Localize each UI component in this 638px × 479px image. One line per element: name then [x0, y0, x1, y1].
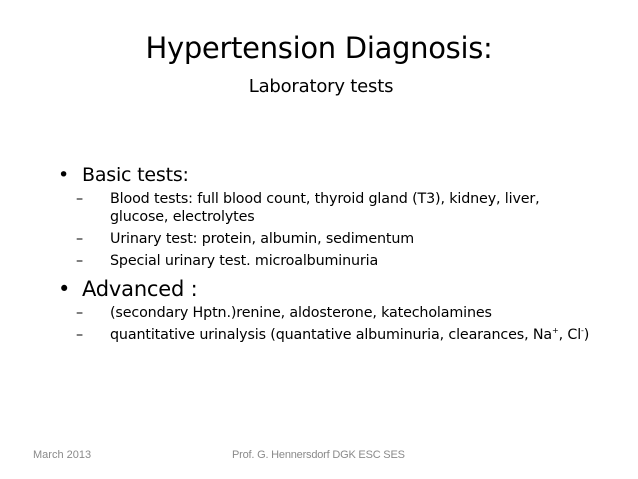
- list-item: [76, 230, 598, 248]
- list-item: [76, 304, 598, 322]
- footer-author: Prof. G. Hennersdorf DGK ESC SES: [232, 449, 405, 461]
- list-item: [76, 252, 598, 270]
- chloride-charge-superscript: -: [581, 326, 584, 336]
- dash-icon: –: [76, 191, 83, 207]
- slide-subtitle: Laboratory tests: [248, 76, 394, 97]
- footer-date: March 2013: [33, 449, 92, 461]
- list-item-text: Special urinary test. microalbuminuria: [110, 253, 379, 269]
- list-item-text-before: quantitative urinalysis (quantative albuminuria, clearances, Na: [110, 327, 553, 343]
- basic-tests-list: [58, 190, 598, 270]
- sodium-charge-superscript: +: [552, 326, 559, 336]
- list-item-text: Urinary test: protein, albumin, sedimentum: [110, 231, 415, 247]
- list-item: [76, 326, 598, 344]
- dash-icon: –: [76, 305, 83, 321]
- list-item-text-middle: , Cl: [558, 327, 582, 343]
- section-heading: Basic tests:: [82, 164, 189, 186]
- list-item-text: Blood tests: full blood count, thyroid gland (T3), kidney, liver, glucose, electrolytes: [110, 191, 540, 225]
- bullet-icon: •: [58, 164, 70, 186]
- list-item-text: (secondary Hptn.)renine, aldosterone, katecholamines: [110, 305, 492, 321]
- slide-content: [58, 163, 598, 350]
- advanced-tests-list: [58, 304, 598, 344]
- bullet-icon: •: [58, 277, 71, 301]
- dash-icon: –: [76, 253, 83, 269]
- slide-title: Hypertension Diagnosis:: [145, 31, 493, 65]
- list-item: [76, 190, 598, 226]
- bullet-advanced: [58, 276, 598, 302]
- section-heading: Advanced :: [82, 277, 198, 301]
- dash-icon: –: [76, 231, 83, 247]
- dash-icon: –: [76, 327, 83, 343]
- list-item-text-after: ): [583, 327, 590, 343]
- bullet-basic-tests: [58, 163, 598, 187]
